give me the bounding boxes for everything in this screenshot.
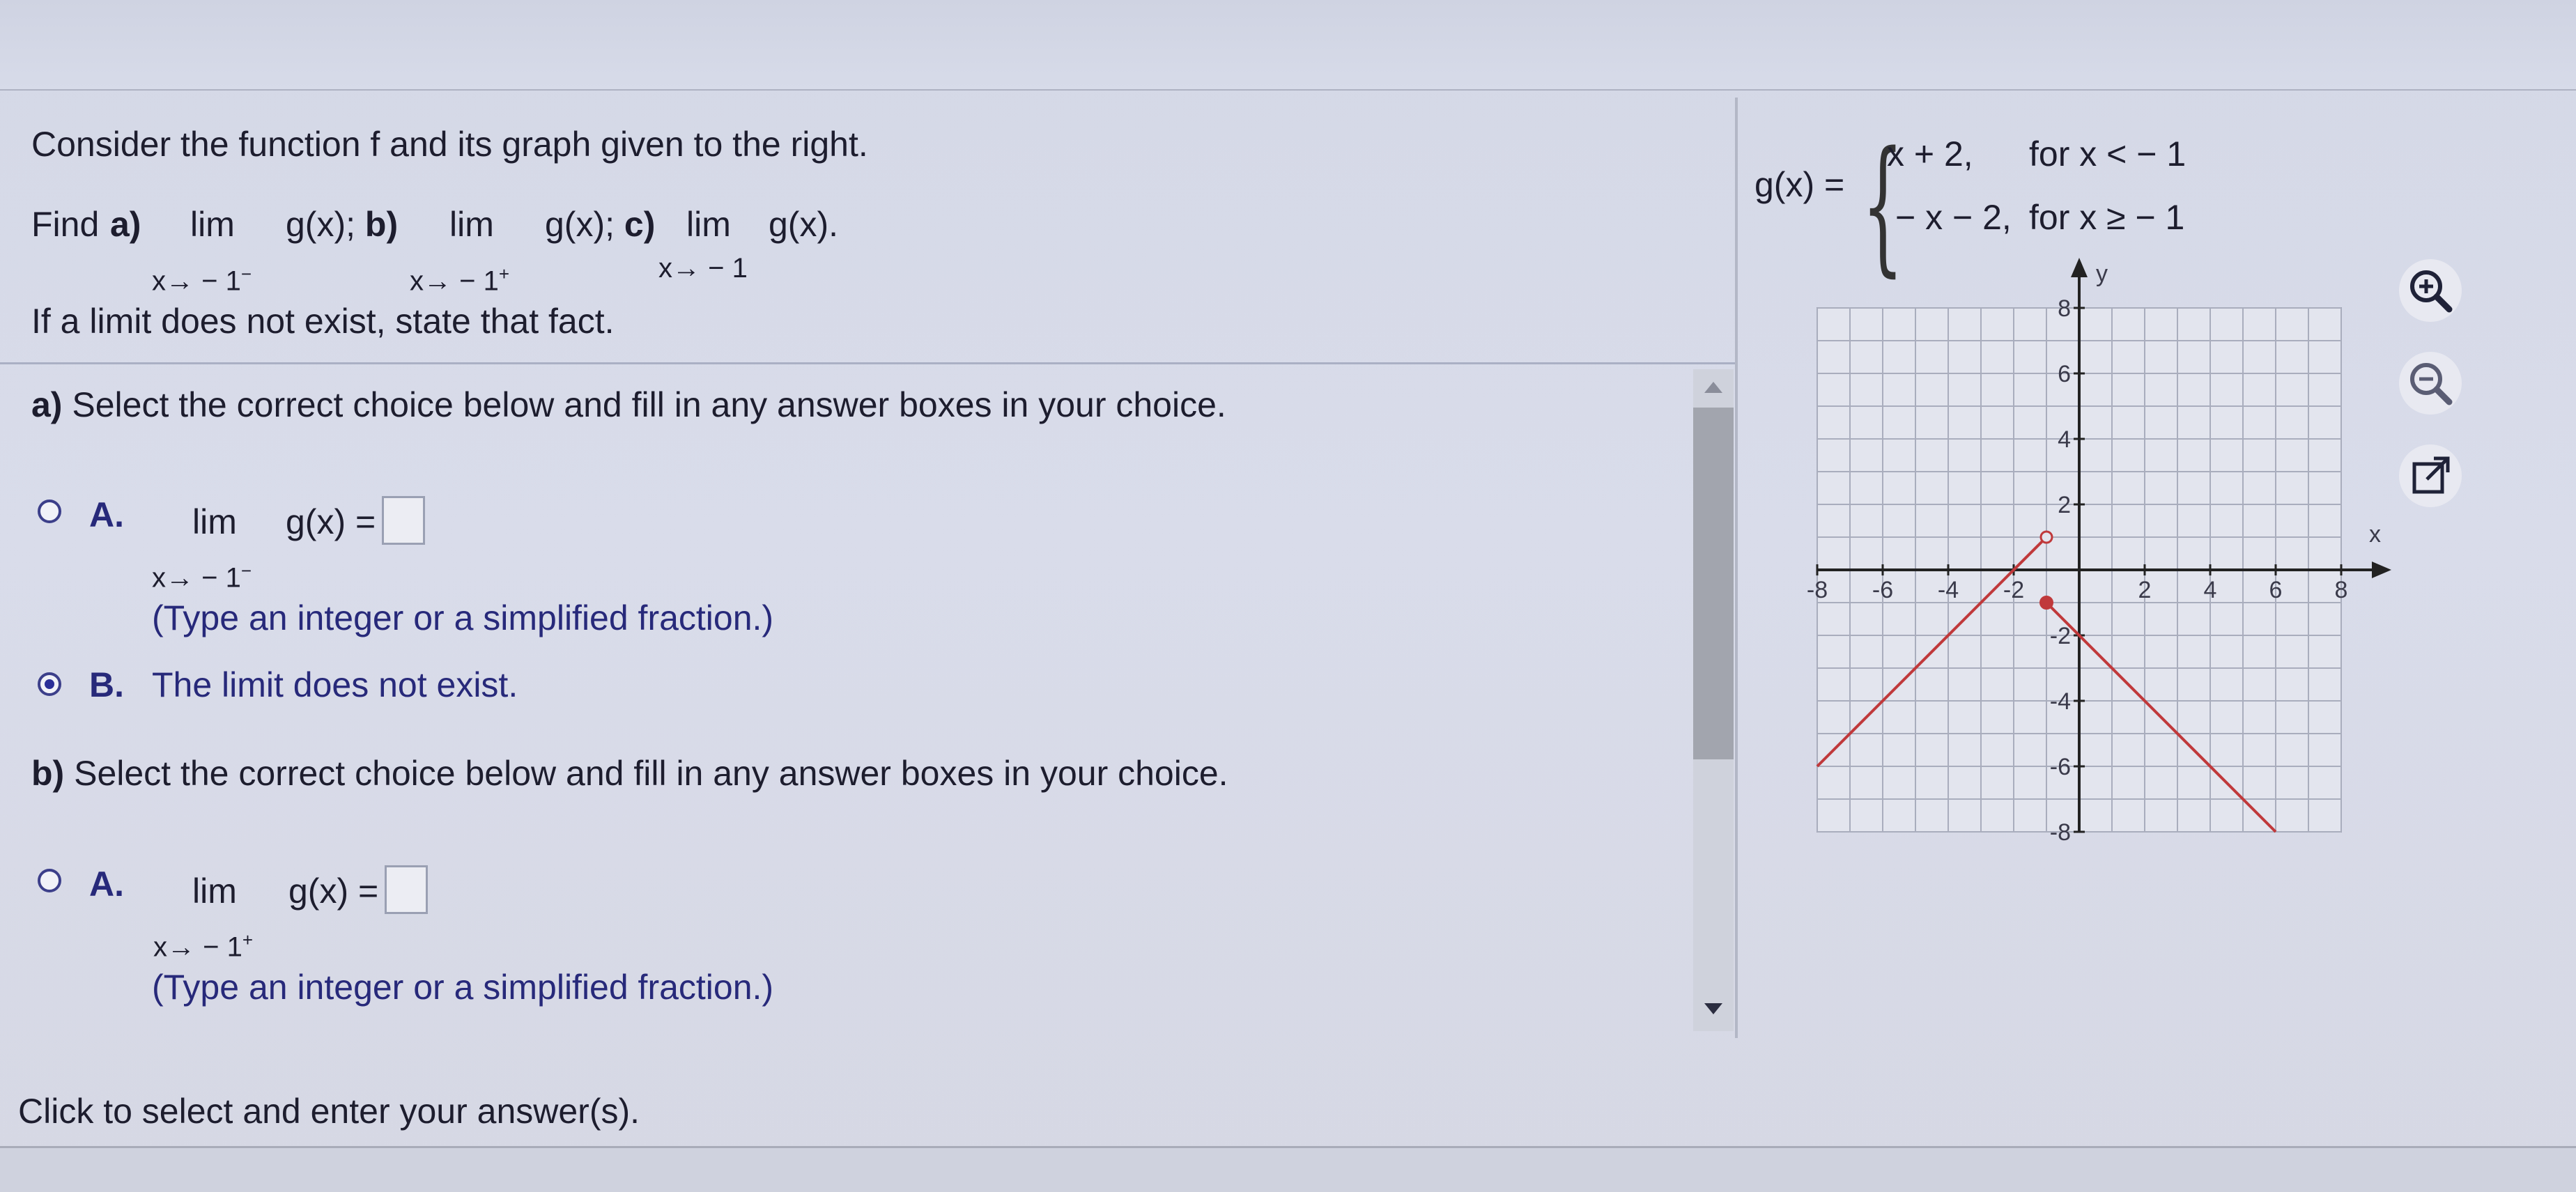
lim-b-subscript: x→ − 1+: [410, 263, 510, 297]
part-a-choice-b-text[interactable]: The limit does not exist.: [152, 665, 518, 704]
part-a-hint: (Type an integer or a simplified fraction.): [152, 598, 774, 637]
part-a-choice-b-letter: B.: [89, 665, 124, 704]
part-b-choice-a-lim: lim: [192, 872, 237, 911]
part-a-choice-a-letter: A.: [89, 495, 124, 534]
function-graph[interactable]: [1784, 258, 2397, 857]
zoom-in-icon: [2406, 266, 2455, 315]
y-axis-label: y: [2096, 261, 2108, 287]
status-text: Click to select and enter your answer(s).: [18, 1092, 640, 1131]
scroll-down-icon[interactable]: [1704, 1003, 1722, 1014]
zoom-out-icon: [2406, 359, 2455, 408]
lim-c-subscript: x→ − 1: [658, 253, 748, 284]
part-a-choice-b-radio[interactable]: [38, 672, 61, 696]
x-tick-label: -2: [2003, 577, 2025, 603]
x-axis-arrow-icon: [2372, 562, 2391, 578]
dne-note: If a limit does not exist, state that fact.: [31, 302, 615, 341]
scroll-up-icon[interactable]: [1704, 382, 1722, 393]
piece1-expr: x + 2,: [1887, 134, 1973, 173]
y-tick-label: 2: [2058, 492, 2071, 518]
y-tick-label: 4: [2058, 426, 2071, 453]
part-b-instruction: b) Select the correct choice below and fill in any answer boxes in your choice.: [31, 754, 1228, 793]
header-band: [0, 0, 2576, 91]
part-a-ref: a): [110, 205, 141, 244]
x-tick-label: 6: [2269, 577, 2283, 603]
lim-b: lim: [449, 205, 494, 244]
part-a-instruction: a) Select the correct choice below and fill in any answer boxes in your choice.: [31, 385, 1226, 424]
lim-a: lim: [190, 205, 235, 244]
lim-a-subscript: x→ − 1−: [152, 263, 252, 297]
part-b-choice-a-expr: g(x) =: [288, 872, 379, 911]
part-b-choice-a-subscript: x→ − 1+: [153, 929, 254, 963]
y-tick-label: -8: [2049, 819, 2071, 846]
lim-c: lim: [686, 205, 731, 244]
part-b-hint: (Type an integer or a simplified fraction.): [152, 968, 774, 1007]
x-tick-label: -8: [1806, 577, 1828, 603]
part-b-choice-a-letter: A.: [89, 865, 124, 904]
y-tick-label: -6: [2049, 754, 2071, 780]
status-bar: [0, 1146, 2576, 1192]
y-axis-arrow-icon: [2071, 258, 2088, 277]
expr-a: g(x); b): [286, 205, 399, 244]
zoom-in-button[interactable]: [2399, 259, 2462, 322]
part-a-choice-a-radio[interactable]: [38, 500, 61, 523]
zoom-out-button[interactable]: [2399, 352, 2462, 415]
open-endpoint: [2041, 532, 2052, 543]
part-b-choice-a-radio[interactable]: [38, 869, 61, 892]
scrollbar-thumb[interactable]: [1693, 408, 1734, 759]
panel-divider: [1735, 98, 1738, 1038]
y-tick-label: 6: [2058, 361, 2071, 387]
x-tick-label: 4: [2203, 577, 2217, 603]
brace-icon: {: [1862, 120, 1904, 291]
question-intro: Consider the function f and its graph given to the right.: [31, 125, 868, 164]
popout-button[interactable]: [2399, 444, 2462, 507]
piece2-expr: − x − 2,: [1895, 198, 2012, 237]
piece2-condition: for x ≥ − 1: [2029, 198, 2185, 237]
y-tick-label: -2: [2049, 623, 2071, 649]
x-tick-label: -4: [1937, 577, 1959, 603]
y-tick-label: 8: [2058, 295, 2071, 322]
function-lhs: g(x) =: [1754, 165, 1845, 204]
part-a-choice-a-expr: g(x) =: [286, 502, 376, 541]
part-a-answer-box[interactable]: [382, 496, 425, 545]
part-a-choice-a-subscript: x→ − 1−: [152, 560, 252, 594]
closed-endpoint: [2040, 596, 2053, 609]
section-divider: [0, 362, 1735, 364]
x-tick-label: -6: [1872, 577, 1894, 603]
y-tick-label: -4: [2049, 688, 2071, 715]
external-link-icon: [2406, 451, 2455, 500]
x-tick-label: 2: [2138, 577, 2152, 603]
x-axis-label: x: [2369, 521, 2381, 548]
part-b-answer-box[interactable]: [385, 865, 428, 914]
x-tick-label: 8: [2334, 577, 2348, 603]
part-a-choice-a-lim: lim: [192, 502, 237, 541]
piece1-condition: for x < − 1: [2029, 134, 2186, 173]
find-word: Find: [31, 205, 100, 244]
expr-c: g(x).: [769, 205, 838, 244]
expr-b: g(x); c): [545, 205, 656, 244]
